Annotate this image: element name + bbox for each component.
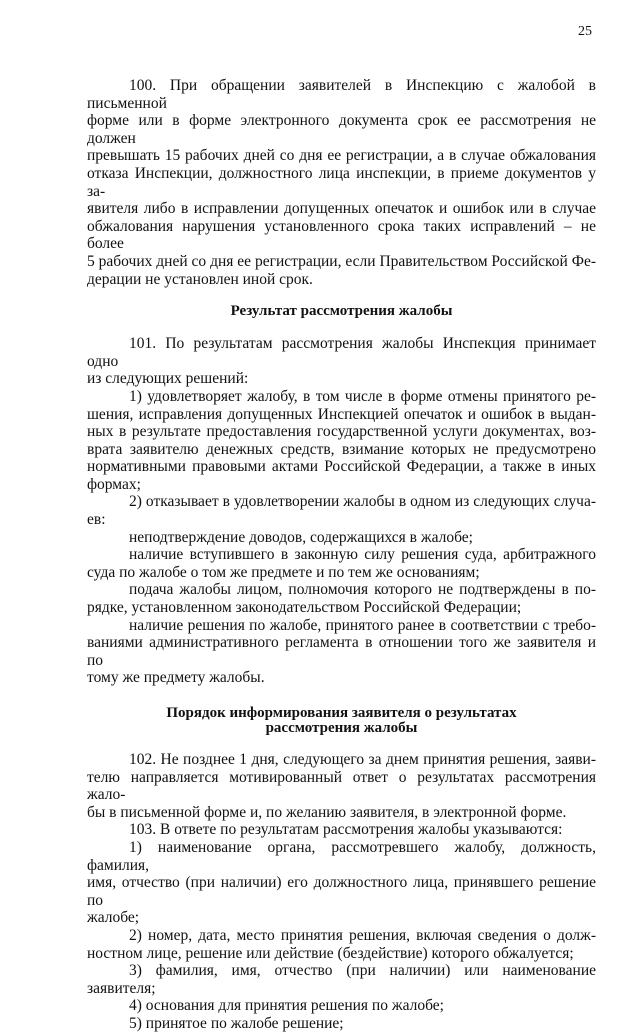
text-line: бы в письменной форме и, по желанию заявителя, в электронной форме.	[87, 803, 567, 821]
text-line: 101. По результатам рассмотрения жалобы Инспекция принимает одно	[87, 335, 596, 370]
text-line: 4) основания для принятия решения по жалобе;	[129, 997, 444, 1015]
text-line: форме или в форме электронного документа срок ее рассмотрения не должен	[87, 112, 596, 147]
text-line: 5 рабочих дней со дня ее регистрации, если Правительством Российской Фе-	[87, 252, 596, 270]
text-line: ев:	[87, 511, 106, 529]
text-line: ваниями административного регламента в отношении того же заявителя и по	[87, 634, 596, 669]
text-line: нормативными правовыми актами Российской Федерации, а также в иных	[87, 458, 596, 476]
text-line: жалобе;	[87, 909, 140, 927]
text-line: 102. Не позднее 1 дня, следующего за днем принятия решения, заяви-	[129, 751, 596, 768]
text-line: наличие вступившего в законную силу решения суда, арбитражного	[129, 546, 596, 564]
text-line: имя, отчество (при наличии) его должностного лица, принявшего решение по	[87, 874, 596, 909]
text-line: подача жалобы лицом, полномочия которого не подтверждены в по-	[129, 581, 596, 599]
text-line: 2) номер, дата, место принятия решения, включая сведения о долж-	[129, 926, 596, 944]
heading-inform-order	[87, 706, 596, 736]
text-line: 2) отказывает в удовлетворении жалобы в одном из следующих случа-	[129, 493, 596, 511]
text-line: врата заявителю денежных средств, взимание которых не предусмотрено	[87, 440, 596, 458]
paragraph-103-item-2	[87, 927, 596, 962]
paragraph-103-item-4	[87, 997, 596, 1015]
paragraph-101-item-2-case-b	[87, 546, 596, 581]
text-line: обжалования нарушения установленного срока таких исправлений – не более	[87, 217, 596, 253]
text-line: неподтверждение доводов, содержащихся в жалобе;	[129, 528, 473, 546]
paragraph-100	[87, 77, 596, 288]
page-number: 25	[578, 24, 592, 39]
text-line: телю направляется мотивированный ответ о результатах рассмотрения жало-	[87, 768, 596, 804]
text-line: 100. При обращении заявителей в Инспекцию с жалобой в письменной	[87, 77, 596, 112]
text-line: явителя либо в исправлении допущенных опечаток и ошибок или в случае	[87, 200, 596, 218]
heading-complaint-result: Результат рассмотрения жалобы	[230, 303, 453, 320]
text-line: суда по жалобе о том же предмете и по тем же основаниям;	[87, 563, 480, 581]
text-line: ностном лице, решение или действие (бездействие) которого обжалуется;	[87, 944, 574, 962]
paragraph-103	[87, 821, 596, 839]
paragraph-101-item-1	[87, 388, 596, 494]
text-line: 3) фамилия, имя, отчество (при наличии) или наименование заявителя;	[87, 962, 596, 997]
paragraph-103-item-5	[87, 1015, 596, 1033]
document-body	[87, 77, 596, 1033]
paragraph-101-item-2-case-d	[87, 617, 596, 687]
text-line: 1) удовлетворяет жалобу, в том числе в форме отмены принятого ре-	[129, 387, 596, 405]
text-line: 5) принятое по жалобе решение;	[129, 1014, 344, 1032]
paragraph-101-item-2-case-a	[87, 529, 596, 547]
text-line: шения, исправления допущенных Инспекцией опечаток и ошибок в выдан-	[87, 405, 596, 423]
text-line: наличие решения по жалобе, принятого ранее в соответствии с требо-	[129, 616, 596, 634]
text-line: 103. В ответе по результатам рассмотрения жалобы указываются:	[129, 821, 563, 839]
text-line: дерации не установлен иной срок.	[87, 270, 313, 288]
text-line: превышать 15 рабочих дней со дня ее регистрации, а в случае обжалования	[87, 147, 596, 165]
text-line: ных в результате предоставления государственной услуги документах, воз-	[87, 423, 596, 441]
text-line: 1) наименование органа, рассмотревшего жалобу, должность, фамилия,	[87, 838, 596, 874]
text-line: отказа Инспекции, должностного лица инспекции, в приеме документов у за-	[87, 164, 596, 200]
paragraph-103-item-3	[87, 962, 596, 997]
paragraph-101-item-2	[87, 493, 596, 528]
text-line: рядке, установленном законодательством Российской Федерации;	[87, 599, 522, 617]
text-line: тому же предмету жалобы.	[87, 669, 265, 687]
text-line: из следующих решений:	[87, 370, 249, 388]
paragraph-101	[87, 335, 596, 388]
paragraph-101-item-2-case-c	[87, 581, 596, 616]
paragraph-102	[87, 751, 596, 821]
text-line: рассмотрения жалобы	[265, 720, 418, 736]
paragraph-103-item-1	[87, 839, 596, 927]
text-line: формах;	[87, 475, 141, 493]
text-line: Порядок информирования заявителя о результатах	[166, 705, 517, 721]
